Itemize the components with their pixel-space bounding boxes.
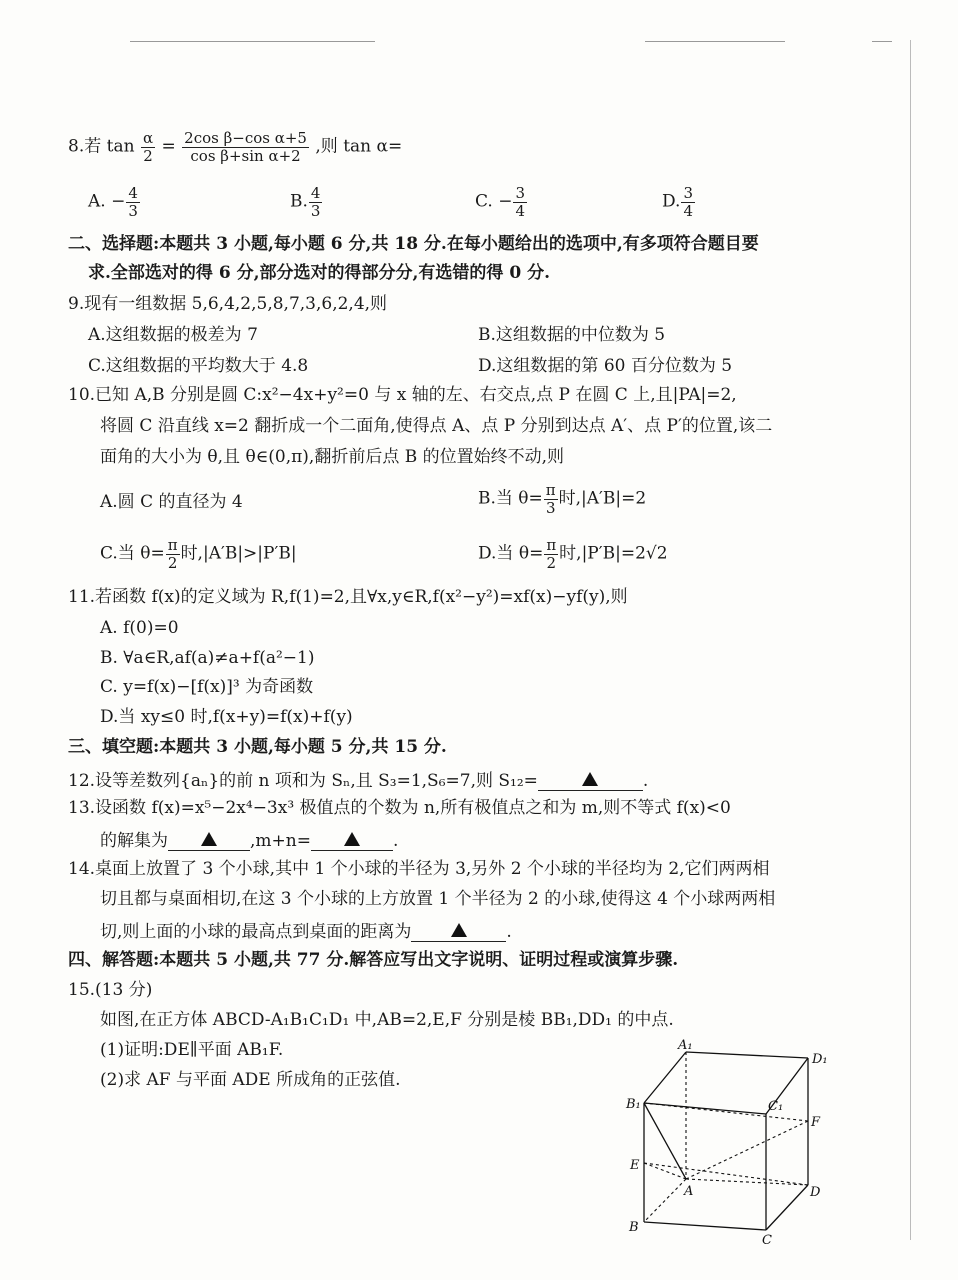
q9-option-d: D.这组数据的第 60 百分位数为 5 <box>478 356 733 376</box>
q14-answer-blank <box>411 919 506 942</box>
q10-option-c: C.当 θ= $\frac{\pi}{2}$ 时,|A′B|>|P′B| <box>100 536 297 572</box>
triangle-icon <box>582 772 598 786</box>
q8-prefix: 8.若 tan <box>68 136 135 157</box>
label-A: A <box>684 1184 694 1199</box>
q14-line3: 切,则上面的小球的最高点到桌面的距离为 . <box>100 919 512 942</box>
triangle-icon <box>201 832 217 846</box>
top-rule-right <box>645 41 785 42</box>
q11-option-d: D.当 xy≤0 时,f(x+y)=f(x)+f(y) <box>100 707 353 727</box>
q15-part2: (2)求 AF 与平面 ADE 所成角的正弦值. <box>100 1070 401 1090</box>
page-edge-line <box>910 40 911 1240</box>
edge-C-D <box>766 1185 808 1230</box>
q13-line2: 的解集为 ,m+n= . <box>100 828 398 851</box>
q12-line: 12.设等差数列{aₙ}的前 n 项和为 Sₙ,且 S₃=1,S₆=7,则 S₁₂= . <box>68 768 648 791</box>
label-C1: C₁ <box>768 1099 784 1114</box>
q15-line1: 如图,在正方体 ABCD-A₁B₁C₁D₁ 中,AB=2,E,F 分别是棱 BB₁,DD₁ 的中点. <box>100 1010 674 1030</box>
dashed-A-F <box>686 1121 808 1179</box>
q11-option-b: B. ∀a∈R,af(a)≠a+f(a²−1) <box>100 648 315 668</box>
label-B1: B₁ <box>626 1097 641 1112</box>
q14-line1: 14.桌面上放置了 3 个小球,其中 1 个小球的半径为 3,另外 2 个小球的半径均为 2,它们两两相 <box>68 859 770 879</box>
q8-eq: = <box>161 136 176 157</box>
q8-lhs-frac: $\frac{\alpha}{2}$ <box>142 129 154 165</box>
q10-line2: 将圆 C 沿直线 x=2 翻折成一个二面角,使得点 A、点 P 分别到达点 A′、点 P′的位置,该二 <box>100 416 773 436</box>
cube-figure <box>615 1035 845 1250</box>
q11-option-a: A. f(0)=0 <box>100 618 179 638</box>
q8-option-b: B. $\frac{4}{3}$ <box>290 184 321 220</box>
q15-head: 15.(13 分) <box>68 980 153 1000</box>
label-F: F <box>811 1115 821 1130</box>
label-D: D <box>810 1185 821 1200</box>
q8-option-c: C. − $\frac{3}{4}$ <box>475 184 525 220</box>
q9-stem: 9.现有一组数据 5,6,4,2,5,8,7,3,6,2,4,则 <box>68 294 388 314</box>
q9-option-c: C.这组数据的平均数大于 4.8 <box>88 356 309 376</box>
q8-stem <box>68 130 402 164</box>
edge-A1-D1 <box>686 1052 808 1058</box>
q8-option-a: A. − $\frac{4}{3}$ <box>88 184 138 220</box>
section4-heading: 四、解答题:本题共 5 小题,共 77 分.解答应写出文字说明、证明过程或演算步骤. <box>68 950 679 970</box>
label-E: E <box>630 1158 640 1173</box>
label-C: C <box>762 1233 772 1248</box>
q10-line1: 10.已知 A,B 分别是圆 C:x²−4x+y²=0 与 x 轴的左、右交点,点 P 在圆 C 上,且|PA|=2, <box>68 385 737 405</box>
dashed-E-A <box>644 1163 686 1179</box>
q12-answer-blank <box>538 768 643 791</box>
label-A1: A₁ <box>678 1038 693 1053</box>
dashed-E-D <box>644 1163 808 1185</box>
edge-B-C <box>644 1222 766 1230</box>
q15-part1: (1)证明:DE∥平面 AB₁F. <box>100 1040 284 1060</box>
q13-answer-blank-1 <box>168 828 250 851</box>
q8-rhs-frac: $\frac{\text{2cos β−cos α+5}}{\text{cos β+sin α+2}}$ <box>184 129 307 165</box>
label-B: B <box>629 1220 639 1235</box>
triangle-icon <box>344 832 360 846</box>
q8-suffix: ,则 tan α= <box>315 136 403 157</box>
q10-option-b: B.当 θ= $\frac{\pi}{3}$ 时,|A′B|=2 <box>478 481 647 517</box>
edge-A1-B1 <box>644 1052 686 1103</box>
section2-line2: 求.全部选对的得 6 分,部分选对的得部分分,有选错的得 0 分. <box>88 263 551 283</box>
top-rule-far-right <box>872 41 892 42</box>
section3-heading: 三、填空题:本题共 3 小题,每小题 5 分,共 15 分. <box>68 737 447 757</box>
q11-option-c: C. y=f(x)−[f(x)]³ 为奇函数 <box>100 677 314 697</box>
q8-option-d: D. $\frac{3}{4}$ <box>662 184 693 220</box>
q10-line3: 面角的大小为 θ,且 θ∈(0,π),翻折前后点 B 的位置始终不动,则 <box>100 447 565 467</box>
q13-line1: 13.设函数 f(x)=x⁵−2x⁴−3x³ 极值点的个数为 n,所有极值点之和为 m,则不等式 f(x)<0 <box>68 798 731 818</box>
q10-option-d: D.当 θ= $\frac{\pi}{2}$ 时,|P′B|=2√2 <box>478 536 668 572</box>
segment-B1-A <box>644 1103 686 1179</box>
q10-option-a: A.圆 C 的直径为 4 <box>100 492 243 512</box>
section2-line1: 二、选择题:本题共 3 小题,每小题 6 分,共 18 分.在每小题给出的选项中,有多项符合题目要 <box>68 234 759 254</box>
dashed-B1-F <box>644 1103 808 1121</box>
q13-answer-blank-2 <box>311 828 393 851</box>
q9-option-a: A.这组数据的极差为 7 <box>88 325 258 345</box>
hidden-edge-A-B <box>644 1179 686 1222</box>
q9-option-b: B.这组数据的中位数为 5 <box>478 325 666 345</box>
top-rule-left <box>130 41 375 42</box>
triangle-icon <box>451 923 467 937</box>
q11-stem: 11.若函数 f(x)的定义域为 R,f(1)=2,且∀x,y∈R,f(x²−y²)=xf(x)−yf(y),则 <box>68 587 628 607</box>
q14-line2: 切且都与桌面相切,在这 3 个小球的上方放置 1 个半径为 2 的小球,使得这 4 个小球两两相 <box>100 889 776 909</box>
label-D1: D₁ <box>812 1052 828 1067</box>
